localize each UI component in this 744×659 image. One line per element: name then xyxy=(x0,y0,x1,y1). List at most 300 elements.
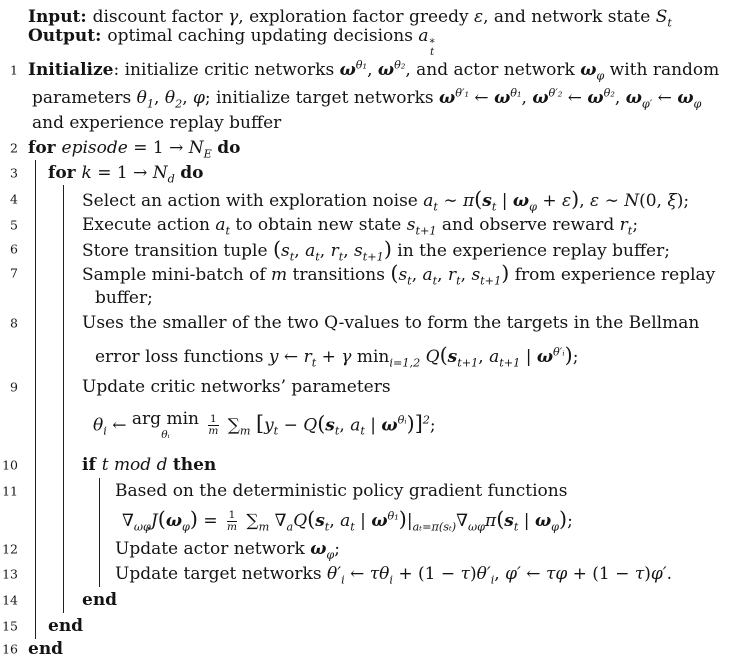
text-run: t xyxy=(225,223,230,237)
text-run: θ′₂ xyxy=(548,85,563,99)
text-run: ∇ xyxy=(122,510,134,531)
line-number: 6 xyxy=(10,241,18,257)
text-run: , xyxy=(437,265,448,285)
text-run: θ xyxy=(136,87,147,108)
line-content xyxy=(0,237,670,264)
subscript: t xyxy=(429,46,435,59)
text-run: | xyxy=(364,415,382,436)
text-run: ∑ xyxy=(241,510,259,531)
text-run: , xyxy=(411,265,423,285)
line-number: 7 xyxy=(10,265,18,281)
text-run xyxy=(199,415,204,435)
indent-rule xyxy=(35,452,36,478)
text-run: s xyxy=(504,510,514,531)
text-run: ωφ xyxy=(133,520,151,534)
text-run: Q xyxy=(425,347,440,367)
line-4 xyxy=(0,185,744,212)
text-run: a xyxy=(418,25,429,46)
text-run: a xyxy=(305,241,316,261)
text-run: , xyxy=(494,564,506,584)
line-5 xyxy=(0,212,744,237)
text-run: ω xyxy=(381,415,398,436)
line-11-formula xyxy=(0,504,744,536)
text-run: t+1 xyxy=(415,223,437,237)
text-run: ( xyxy=(272,237,282,261)
text-run: t xyxy=(433,199,438,213)
text-run: = xyxy=(197,510,224,531)
line-content xyxy=(0,7,672,27)
indent-rule xyxy=(35,536,36,561)
text-run: ← xyxy=(106,415,132,436)
text-run: s xyxy=(447,347,458,367)
text-run: φ xyxy=(182,520,190,534)
text-run: a xyxy=(422,265,433,285)
line-2 xyxy=(0,135,744,160)
text-run: t xyxy=(627,223,633,237)
text-run: θ₁ xyxy=(387,509,399,523)
text-run: ω xyxy=(310,538,327,559)
line-content xyxy=(0,411,436,441)
line-content xyxy=(0,564,673,587)
text-run: Based on the deterministic policy gradient functions xyxy=(115,481,568,501)
text-run: , xyxy=(579,190,591,211)
text-run: end xyxy=(28,638,64,659)
line-11 xyxy=(0,478,744,504)
indent-rule xyxy=(63,561,64,587)
line-number: 1 xyxy=(10,62,18,77)
text-run: t xyxy=(667,15,672,29)
line-number: 14 xyxy=(2,592,18,608)
text-run: s xyxy=(281,241,290,261)
text-run: + (1 − xyxy=(567,564,635,584)
text-run: Input: xyxy=(28,6,93,27)
text-run: φ xyxy=(551,520,559,534)
text-run: for xyxy=(48,162,82,183)
text-run: , xyxy=(521,87,533,108)
text-run: , xyxy=(329,510,341,531)
text-run: d xyxy=(167,171,175,185)
text-run: θᵢ xyxy=(397,413,407,427)
line-3 xyxy=(0,160,744,185)
line-7 xyxy=(0,261,744,288)
text-run: t xyxy=(491,199,497,213)
text-run: 2 xyxy=(422,413,430,427)
line-7-cont xyxy=(0,285,744,310)
indent-rule xyxy=(35,613,36,639)
text-run: θ′ᵢ xyxy=(553,345,565,359)
line-content xyxy=(0,85,702,110)
text-run: τ xyxy=(460,564,470,584)
text-run: θ₁ xyxy=(510,85,522,99)
text-run: s xyxy=(398,265,408,285)
text-run: t xyxy=(273,424,279,438)
text-run: y xyxy=(268,347,279,367)
text-run: t xyxy=(432,274,438,288)
line-10 xyxy=(0,452,744,478)
text-run: [ xyxy=(255,411,265,436)
line-1-cont xyxy=(0,84,744,111)
text-run: ) xyxy=(564,343,573,367)
text-run: ; xyxy=(567,510,573,531)
text-run: θ xyxy=(164,87,176,108)
text-run: ω xyxy=(587,87,604,108)
text-run: Update actor network xyxy=(115,538,311,559)
operator-under-script: θᵢ xyxy=(161,429,170,442)
indent-rule xyxy=(63,400,64,452)
text-run: φ xyxy=(529,199,537,213)
text-run: τθ xyxy=(369,564,390,584)
line-content xyxy=(0,187,689,211)
text-run: ( xyxy=(496,506,505,531)
text-run: ) xyxy=(406,411,415,436)
text-run: , and actor network xyxy=(405,59,581,80)
text-run: s xyxy=(406,214,416,235)
text-run: do xyxy=(217,137,241,158)
text-run: π xyxy=(462,190,475,211)
indent-rule xyxy=(63,536,64,561)
text-run: a xyxy=(215,214,226,235)
text-run: and observe reward xyxy=(436,214,620,235)
text-run: φ′ xyxy=(650,564,667,584)
text-run: , exploration factor greedy xyxy=(238,6,474,27)
line-9 xyxy=(0,374,744,400)
line-number: 3 xyxy=(10,165,18,180)
text-run: , and network state xyxy=(483,6,656,27)
text-run: m xyxy=(271,265,288,285)
text-run: i xyxy=(103,424,107,438)
indent-rule xyxy=(35,400,36,452)
text-run: ← xyxy=(652,87,678,108)
text-run: θ′ xyxy=(476,564,491,584)
text-run: ωφ xyxy=(468,520,486,534)
line-12 xyxy=(0,536,744,561)
text-run: . xyxy=(666,564,673,584)
text-run: ω xyxy=(580,59,597,80)
text-run: = 1 → xyxy=(127,137,189,158)
text-run: φ′ xyxy=(505,564,521,584)
text-run: ] xyxy=(414,411,423,436)
text-run: ω xyxy=(536,347,554,367)
text-run: ∇ xyxy=(456,510,468,531)
line-16 xyxy=(0,639,744,658)
line-13 xyxy=(0,561,744,587)
text-run: i xyxy=(341,573,345,587)
text-run: in the experience replay buffer; xyxy=(391,241,670,261)
text-run: then xyxy=(172,455,217,475)
line-number: 11 xyxy=(2,483,18,499)
text-run: Update target networks xyxy=(115,564,327,584)
text-run: φ′ xyxy=(641,96,653,110)
text-run: θ₂ xyxy=(394,57,406,71)
text-run: φ xyxy=(693,96,702,110)
text-run: + (1 − xyxy=(392,564,461,584)
line-content xyxy=(0,138,240,158)
text-run: , xyxy=(343,241,355,261)
indent-rule xyxy=(63,374,64,400)
algorithm-body xyxy=(0,4,744,658)
indent-rule xyxy=(35,237,36,261)
text-run: ω xyxy=(625,87,642,108)
text-run: N xyxy=(152,162,168,183)
text-run: optimal caching updating decisions xyxy=(107,25,419,46)
text-run: ∑ xyxy=(222,415,240,436)
text-run: Execute action xyxy=(82,214,216,235)
text-run: Store transition tuple xyxy=(82,241,273,261)
text-run: from experience replay xyxy=(509,265,716,285)
text-run: ω xyxy=(494,87,511,108)
text-run: θ xyxy=(93,415,104,436)
indent-rule xyxy=(63,212,64,237)
indent-rule xyxy=(63,336,64,374)
text-run: ) xyxy=(383,237,392,261)
text-run: r xyxy=(447,265,457,285)
indent-rule xyxy=(99,478,100,504)
text-run: t+1 xyxy=(457,356,479,370)
text-run: ω xyxy=(534,510,552,531)
indent-rule xyxy=(35,212,36,237)
fraction-denominator: m xyxy=(227,520,238,533)
text-run: t xyxy=(315,250,320,264)
text-run: m xyxy=(258,520,270,534)
line-number: 9 xyxy=(10,379,18,395)
text-run: episode xyxy=(61,137,128,158)
indent-rule xyxy=(63,504,64,536)
text-run: r xyxy=(619,214,628,235)
indent-rule xyxy=(63,478,64,504)
text-run: t xyxy=(360,424,365,438)
text-run: t xyxy=(456,274,461,288)
text-run: N xyxy=(188,137,204,158)
text-run: ) xyxy=(398,506,407,531)
text-run: Q xyxy=(303,415,318,436)
text-run: and experience replay buffer xyxy=(32,113,282,133)
text-run: (0, xyxy=(639,190,668,211)
text-run: , xyxy=(182,87,194,108)
line-content xyxy=(0,377,391,397)
text-run: a xyxy=(423,190,434,211)
fraction-numerator: 1 xyxy=(210,413,217,426)
text-run: Sample mini-batch of xyxy=(82,265,272,285)
text-run: | xyxy=(518,510,535,531)
indent-rule xyxy=(35,185,36,212)
text-run: t xyxy=(338,250,344,264)
text-run: error loss functions xyxy=(95,347,269,367)
line-content xyxy=(0,163,203,183)
text-run: , xyxy=(367,59,378,80)
indent-rule xyxy=(35,561,36,587)
under-script-operator xyxy=(132,411,199,441)
indent-rule xyxy=(63,452,64,478)
text-run: θ′ xyxy=(326,564,342,584)
text-run: end xyxy=(48,616,84,636)
text-run: r xyxy=(303,347,312,367)
text-run: ← xyxy=(344,564,370,584)
text-run: | xyxy=(520,347,537,367)
indent-rule xyxy=(35,310,36,336)
text-run: , xyxy=(460,265,472,285)
text-run: γ xyxy=(341,347,352,367)
line-content xyxy=(0,57,720,82)
text-run: Initialize xyxy=(28,59,114,80)
indent-rule xyxy=(63,237,64,261)
text-run: ( xyxy=(157,506,166,531)
text-run: i xyxy=(490,573,495,587)
text-run: ) xyxy=(189,506,198,531)
text-run: ω xyxy=(165,510,182,531)
text-run: ; xyxy=(429,415,436,436)
line-number: 4 xyxy=(10,191,18,206)
text-run: t+1 xyxy=(499,356,521,370)
text-run: parameters xyxy=(32,87,137,108)
text-run: t+1 xyxy=(480,274,502,288)
text-run: J xyxy=(150,510,158,531)
text-run: π xyxy=(485,510,497,531)
indent-rule xyxy=(63,310,64,336)
text-run: Output: xyxy=(28,25,108,46)
text-run: y xyxy=(264,415,274,436)
text-run: to obtain new state xyxy=(230,214,407,235)
text-run: ω xyxy=(512,190,530,211)
text-run: ε xyxy=(562,190,572,211)
operator-text: arg min xyxy=(131,409,199,430)
text-run: a xyxy=(340,510,351,531)
text-run: ω xyxy=(439,87,456,108)
indent-rule xyxy=(99,504,100,536)
line-content xyxy=(0,215,638,235)
text-run: ( xyxy=(439,343,448,367)
text-run: Uses the smaller of the two Q-values to form the targets in the Bellman xyxy=(82,313,700,333)
indent-rule xyxy=(35,160,36,185)
line-number: 12 xyxy=(2,541,18,556)
text-run: : initialize critic networks xyxy=(113,59,340,80)
line-content xyxy=(0,455,216,475)
text-run: with random xyxy=(604,59,720,80)
text-run: i=1,2 xyxy=(389,356,421,370)
text-run: aₜ=π(sₜ) xyxy=(412,520,457,534)
text-run: discount factor xyxy=(92,6,229,27)
indent-rule xyxy=(63,261,64,285)
text-run: γ xyxy=(228,6,239,27)
indent-rule xyxy=(35,261,36,285)
text-run: ( xyxy=(474,186,483,211)
text-run: ); xyxy=(676,190,690,211)
line-content xyxy=(0,539,340,559)
text-run: ∼ xyxy=(599,190,625,211)
text-run: + xyxy=(536,190,563,211)
line-8-formula xyxy=(0,336,744,374)
indent-rule xyxy=(99,536,100,561)
text-run: E xyxy=(203,146,212,160)
text-run: N xyxy=(624,190,640,211)
indent-rule xyxy=(63,185,64,212)
text-run: for xyxy=(28,137,62,158)
text-run: r xyxy=(330,241,339,261)
line-content xyxy=(0,26,436,59)
text-run: ) xyxy=(644,564,651,584)
line-content xyxy=(0,261,716,288)
text-run: φ xyxy=(326,547,335,561)
text-run: end xyxy=(82,590,118,610)
text-run: ( xyxy=(317,411,326,436)
line-6 xyxy=(0,237,744,264)
text-run: ∼ xyxy=(437,190,463,211)
text-run: , xyxy=(154,87,165,108)
text-run: a xyxy=(286,520,294,534)
text-run: ω xyxy=(677,87,694,108)
text-run: ; xyxy=(572,347,579,367)
line-15 xyxy=(0,613,744,639)
line-number: 15 xyxy=(2,618,18,634)
text-run: ε xyxy=(473,6,484,27)
text-run: ← xyxy=(562,87,588,108)
text-run: Q xyxy=(293,510,308,531)
line-content xyxy=(0,313,699,333)
text-run: t xyxy=(324,520,330,534)
text-run: ω xyxy=(532,87,549,108)
text-run: ω xyxy=(339,59,356,80)
text-run: t xyxy=(311,356,317,370)
text-run: ) xyxy=(501,261,510,285)
indent-rule xyxy=(35,478,36,504)
text-run: s xyxy=(482,190,492,211)
line-content xyxy=(0,288,153,308)
text-run: s xyxy=(354,241,363,261)
text-run: ; xyxy=(632,214,639,235)
text-run: ω xyxy=(377,59,395,80)
text-run: s xyxy=(471,265,481,285)
text-run: ξ xyxy=(667,190,677,211)
text-run: t+1 xyxy=(362,250,384,264)
text-run: s xyxy=(315,510,325,531)
text-run: ( xyxy=(390,261,399,285)
text-run: , xyxy=(339,415,351,436)
output-line xyxy=(0,25,744,59)
text-run: φ xyxy=(193,87,205,108)
line-number: 10 xyxy=(2,457,18,473)
text-run: | xyxy=(496,190,513,211)
text-run: s xyxy=(325,415,335,436)
text-run: ε xyxy=(590,190,600,211)
text-run: Select an action with exploration noise xyxy=(82,190,424,211)
text-run: ω xyxy=(371,510,388,531)
text-run: , xyxy=(614,87,626,108)
fraction-numerator: 1 xyxy=(228,508,236,521)
text-run: ) xyxy=(571,186,580,211)
text-run: θ₁ xyxy=(355,57,368,71)
text-run: , xyxy=(319,241,331,261)
text-run: − xyxy=(278,415,304,436)
text-run: t xyxy=(334,424,340,438)
line-14 xyxy=(0,587,744,613)
text-run: τφ xyxy=(545,564,568,584)
text-run: a xyxy=(350,415,361,436)
text-run: S xyxy=(655,6,668,27)
text-run: ( xyxy=(307,506,316,531)
text-run: φ xyxy=(596,68,605,82)
indent-rule xyxy=(63,587,64,613)
text-run: ) xyxy=(558,506,568,531)
superscript: ∗ xyxy=(428,35,436,48)
text-run: ← xyxy=(278,347,304,367)
text-run: t mod d xyxy=(101,455,168,475)
text-run: Update critic networks’ parameters xyxy=(82,377,391,397)
text-run: τ xyxy=(634,564,645,584)
indent-rule xyxy=(35,374,36,400)
text-run: i xyxy=(389,573,393,587)
line-8 xyxy=(0,310,744,336)
line-1-cont2 xyxy=(0,111,744,135)
text-run: 1 xyxy=(146,96,154,110)
